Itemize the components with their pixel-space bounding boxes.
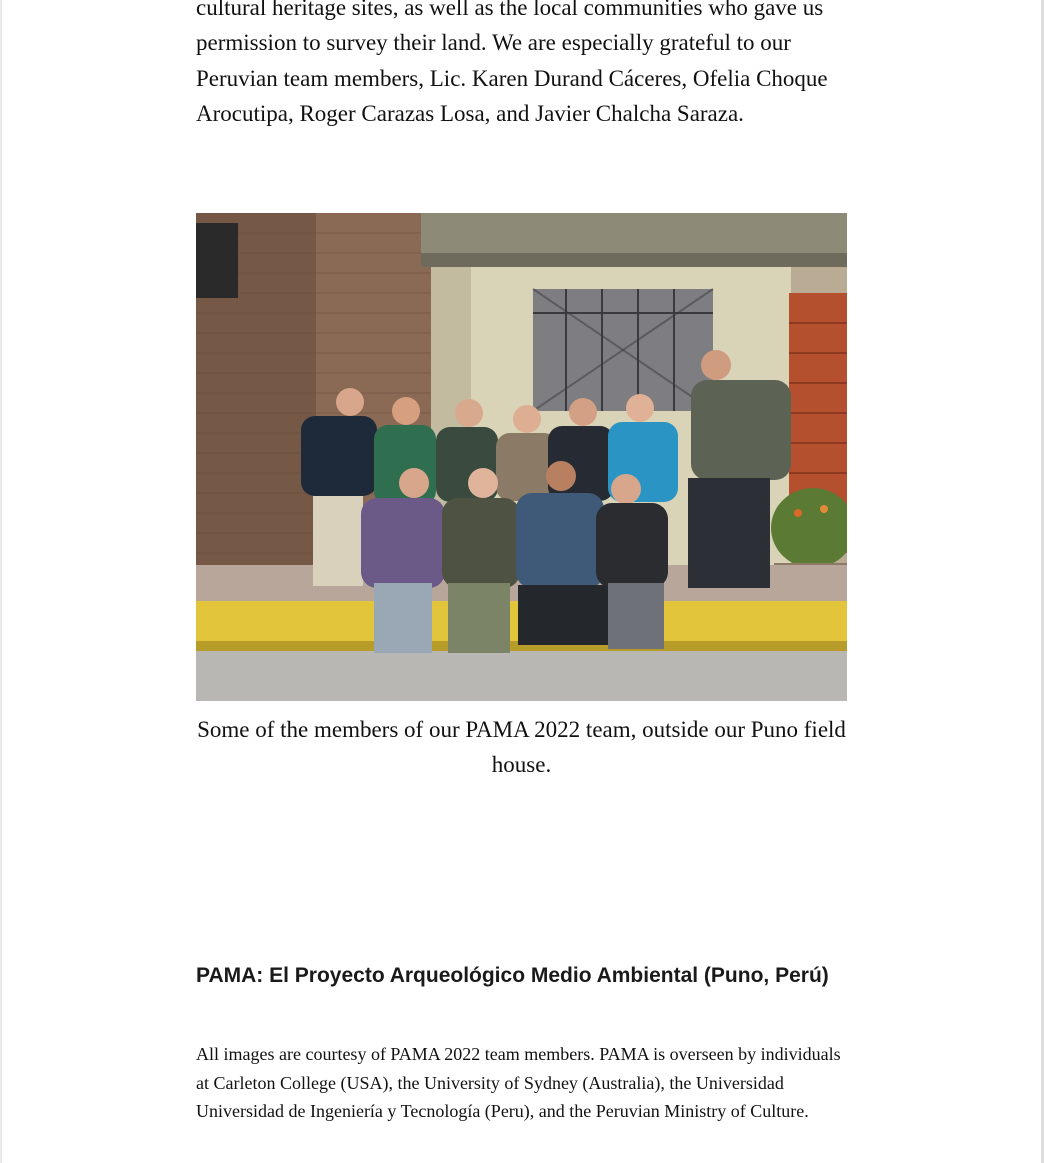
project-heading: PAMA: El Proyecto Arqueológico Medio Ambiental (Puno, Perú) [196,964,829,987]
photo-caption: Some of the members of our PAMA 2022 team, outside our Puno field house. [197,717,846,777]
intro-paragraph: cultural heritage sites, as well as the local communities who gave us permission to survey their land. We are especially grateful to our Peruvian team members, Lic. Karen Durand Cáceres, Ofelia Choque Arocutipa, Roger Carazas Losa, and Javier Chalcha Saraza. [196,0,828,127]
image-credits-paragraph: All images are courtesy of PAMA 2022 team members. PAMA is overseen by individuals at Carleton College (USA), the University of Sydney (Australia), the Universidad Universidad de Ingeniería y Tecnología (Peru), and the Peruvian Ministry of Culture. [196,1044,841,1121]
page-left-edge [0,0,2,1163]
team-photo [196,213,847,701]
